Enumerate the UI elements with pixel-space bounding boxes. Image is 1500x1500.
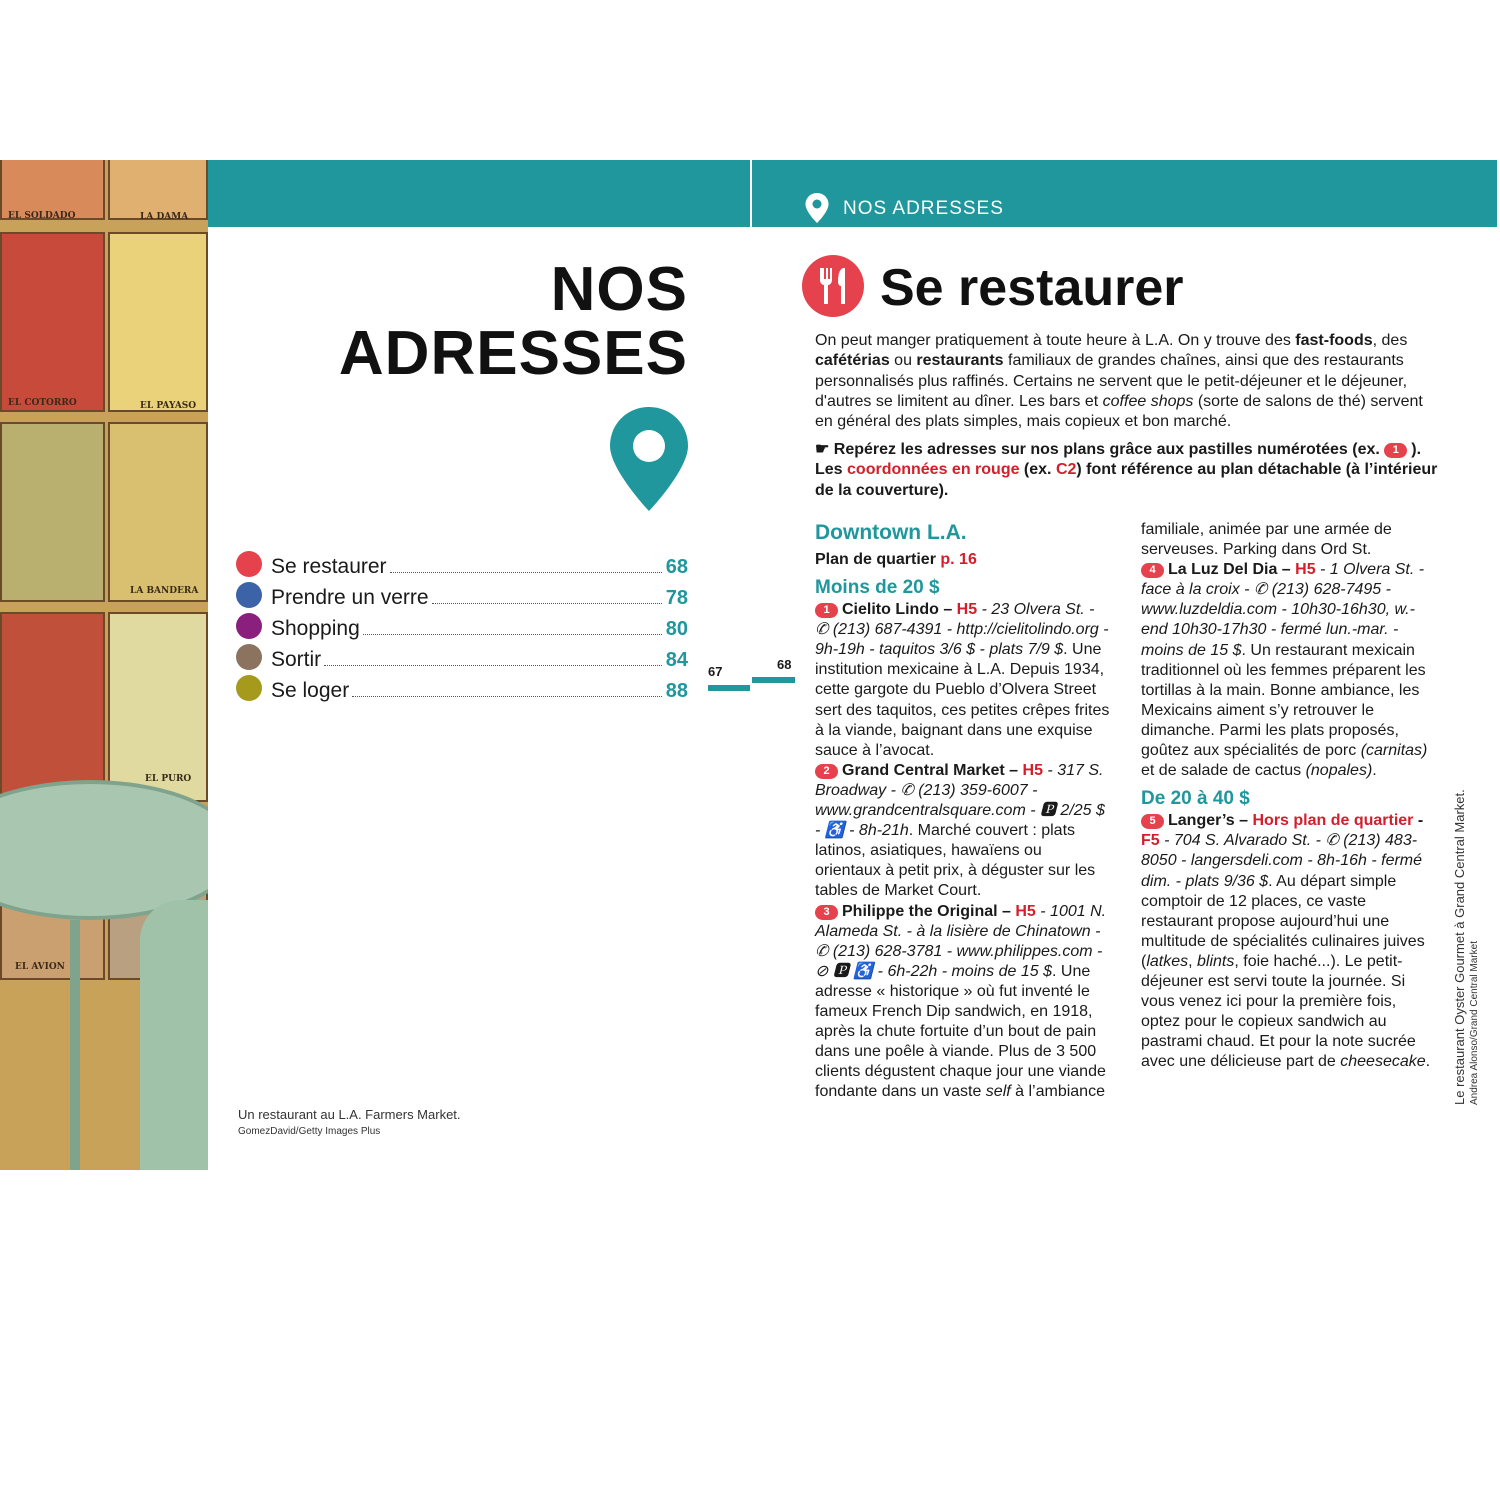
price-heading: De 20 à 40 $ [1141, 788, 1250, 810]
text-run: - 704 S. Alvarado St. - ✆ (213) 483-8050 - langersdeli.com - 8h-16h - fermé dim. - plats 9/36 $ [1141, 832, 1423, 890]
toc-label: Shopping [271, 617, 360, 640]
text-run: fast-foods [1295, 332, 1373, 349]
intro-paragraph [815, 331, 1440, 432]
photo-credit: GomezDavid/Getty Images Plus [238, 1126, 381, 1137]
toc-page-number: 80 [665, 618, 688, 640]
loteria-card-label: LA DAMA [140, 212, 189, 222]
page-title [338, 255, 688, 388]
text-run: La Luz Del Dia [1168, 561, 1278, 579]
text-run: – [997, 902, 1016, 920]
text-run: coordonnées en rouge [847, 461, 1020, 479]
section-title: Se restaurer [880, 259, 1184, 317]
number-pastille: 4 [1141, 563, 1164, 578]
header-band-right [752, 160, 1497, 227]
text-run: blints [1197, 952, 1235, 970]
loteria-card-label: LA BANDERA [130, 586, 199, 596]
text-run: – [1234, 812, 1253, 830]
map-note [815, 440, 1440, 501]
toc-item[interactable] [236, 610, 688, 641]
text-run: restaurants [916, 352, 1004, 370]
map-coordinate: F5 [1141, 832, 1160, 850]
toc-label: Se restaurer [271, 555, 387, 578]
text-run: . [1372, 762, 1377, 780]
table-of-contents [236, 548, 688, 703]
restaurant-entry [815, 761, 1111, 902]
drink-icon [236, 582, 262, 608]
text-run: . Une institution mexicaine à L.A. Depuis 1934, cette gargote du Pueblo d’Olvera Street sert des taquitos, ces petites crêpes frites à la viande, baignant dans une exquise sauce à l’avocat. [815, 641, 1110, 759]
text-run: – [1277, 561, 1296, 579]
page-marker-bar [752, 677, 795, 683]
text-run: (sorte de salons de thé) servent en général des plats simples, mais copieux et bon marché. [815, 392, 1423, 431]
text-run: Cielito Lindo [842, 601, 939, 619]
loteria-card-label: EL COTORRO [8, 398, 77, 408]
text-run: Philippe the Original [842, 902, 998, 920]
loteria-card-label: EL PAYASO [140, 401, 197, 411]
title-line: ADRESSES [338, 319, 688, 388]
toc-item[interactable] [236, 579, 688, 610]
loteria-card [108, 160, 208, 220]
plan-label: Plan de quartier [815, 551, 936, 568]
side-caption: Le restaurant Oyster Gourmet à Grand Central Market. [1452, 789, 1467, 1105]
loteria-card [0, 612, 105, 802]
text-run: coffee shops [1102, 392, 1194, 410]
text-run: . Une adresse « historique » où fut inventé le fameux French Dip sandwich, en 1918, après la chute fortuite d’un bout de pain dans une poêle à viande. Plus de 3 500 clients dégustent chaque jour une viande fondante dans un vaste [815, 962, 1106, 1101]
text-run: self [985, 1083, 1011, 1101]
number-pastille: 3 [815, 905, 838, 920]
toc-label: Se loger [271, 679, 350, 702]
toc-item[interactable] [236, 548, 688, 579]
bed-icon [236, 675, 262, 701]
map-coordinate: H5 [956, 601, 978, 619]
text-run: (ex. [1019, 461, 1056, 479]
page-marker-68: 68 [777, 657, 792, 672]
location-pin-icon [804, 192, 830, 224]
loteria-card [0, 232, 105, 412]
text-run: . Au départ simple comptoir de 12 places, ce vaste restaurant propose aujourd’hui une multitude de spécialités culinaires juives ( [1141, 872, 1425, 970]
going-out-icon [236, 644, 262, 670]
text-run: , [1188, 952, 1198, 970]
area-heading: Downtown L.A. [815, 521, 967, 544]
restaurant-listings [815, 520, 1437, 1112]
loteria-card [108, 422, 208, 602]
toc-page-number: 78 [665, 587, 688, 609]
plan-page-link[interactable]: p. 16 [940, 551, 977, 568]
text-run: – [1004, 761, 1023, 779]
text-run: Langer’s [1168, 812, 1235, 830]
text-run: à l’ambiance familiale, animée par une armée de serveuses. Parking dans Ord St. [1010, 521, 1392, 1101]
map-coordinate: Hors plan de quartier [1252, 812, 1414, 830]
loteria-card-label: EL PURO [145, 774, 192, 784]
price-heading: Moins de 20 $ [815, 577, 940, 599]
text-run: - 317 S. Broadway - ✆ (213) 359-6007 - www.grandcentralsquare.com - 🅿 2/25 $ - ♿ - 8h-21h [815, 761, 1105, 840]
text-run: - 1 Olvera St. - face à la croix - ✆ (213) 628-7495 - www.luzdeldia.com - 10h30-16h30, w.-end 10h30-17h30 - fermé lun.-mar. - moins de 15 $ [1141, 561, 1425, 659]
text-run: (carnitas) [1360, 742, 1428, 760]
text-run: latkes [1146, 952, 1189, 970]
loteria-card [0, 422, 105, 602]
map-coordinate: H5 [1022, 761, 1043, 779]
text-run: et de salade de cactus [1141, 762, 1306, 780]
text-run: ). Les [815, 441, 1422, 479]
plan-reference [815, 550, 1111, 570]
fork-knife-icon [802, 255, 864, 317]
section-header: NOS ADRESSES [843, 198, 1004, 219]
toc-leader-dots [432, 603, 662, 604]
toc-page-number: 68 [665, 556, 688, 578]
text-run: . Marché couvert : plats latinos, asiatiques, hawaïens ou orientaux à petit prix, à déguster sur les tables de Market Court. [815, 822, 1096, 900]
text-run: , des [1372, 332, 1408, 349]
toc-leader-dots [390, 572, 662, 573]
number-pastille: 1 [1384, 443, 1407, 458]
text-run: (nopales) [1305, 762, 1373, 780]
toc-page-number: 88 [665, 680, 688, 702]
number-pastille: 2 [815, 764, 838, 779]
header-band-left [208, 160, 750, 227]
restaurant-entry [1141, 560, 1437, 781]
text-run: cheesecake [1340, 1053, 1426, 1071]
table-top [0, 780, 208, 920]
number-pastille: 5 [1141, 814, 1164, 829]
text-run: Grand Central Market [842, 761, 1005, 779]
title-line: NOS [550, 255, 688, 324]
photo-caption: Un restaurant au L.A. Farmers Market. [238, 1107, 461, 1122]
text-run: . Un restaurant mexicain traditionnel où les femmes préparent les tortillas à la main. Bonne ambiance, les Mexicains aiment s’y retrouver le dimanche. Parmi les plats proposés, goûtez aux spécialités de porc [1141, 641, 1426, 760]
toc-item[interactable] [236, 641, 688, 672]
map-coordinate: H5 [1015, 902, 1036, 920]
loteria-card-label: EL SOLDADO [8, 211, 76, 221]
page-marker-67: 67 [708, 664, 723, 679]
location-pin-icon [608, 405, 690, 513]
toc-page-number: 84 [665, 649, 688, 671]
restaurant-entry [1141, 811, 1437, 1072]
shopping-bag-icon [236, 613, 262, 639]
table-leg [70, 920, 80, 1170]
text-run: On peut manger pratiquement à toute heure à L.A. On y trouve des [815, 332, 1296, 349]
toc-leader-dots [324, 665, 662, 666]
toc-item[interactable] [236, 672, 688, 703]
fork-knife-icon [236, 551, 262, 577]
toc-leader-dots [352, 696, 662, 697]
text-run: - 23 Olvera St. - ✆ (213) 687-4391 - http://cielitolindo.org - 9h-19h - taquitos 3/6 $ - plats 7/9 $ [815, 601, 1109, 659]
loteria-cards-photo [0, 160, 208, 1170]
text-run: ☛ Repérez les adresses sur nos plans grâce aux pastilles numérotées (ex. [815, 441, 1385, 458]
toc-label: Prendre un verre [271, 586, 429, 609]
text-run: – [938, 601, 957, 619]
side-credit: Andrea Alonso/Grand Central Market [1469, 941, 1480, 1105]
text-run: ou [889, 352, 917, 370]
loteria-card-label: EL AVION [15, 962, 65, 972]
text-run: - 1001 N. Alameda St. - à la lisière de Chinatown - ✆ (213) 628-3781 - www.philippes.com - ⊘ 🅿 ♿ - 6h-22h - moins de 15 $ [815, 902, 1107, 980]
loteria-card [108, 232, 208, 412]
text-run: C2 [1055, 461, 1077, 479]
map-coordinate: H5 [1295, 561, 1316, 579]
text-run: , foie haché...). Le petit-déjeuner est servi toute la journée. Si vous venez ici pour la première fois, optez pour le copieux sandwich au pastrami chaud. Et pour la note sucrée avec une délicieuse part de [1141, 952, 1416, 1071]
toc-leader-dots [363, 634, 662, 635]
text-run: familiaux de grandes chaînes, ainsi que des restaurants personnalisés plus raffinés. Certains ne servent que le petit-déjeuner et le déjeuner, d'autres se limitent au dîner. Les bars et [815, 352, 1408, 410]
page-marker-bar [708, 685, 750, 691]
number-pastille: 1 [815, 603, 838, 618]
text-run: cafétérias [815, 352, 890, 370]
text-run: - [1413, 812, 1424, 830]
text-run: . [1425, 1053, 1431, 1071]
side-photo-caption [1452, 789, 1480, 1105]
chair [140, 900, 208, 1170]
toc-label: Sortir [271, 648, 322, 671]
restaurant-entry [815, 600, 1111, 761]
text-run: ) font référence au plan détachable (à l’intérieur de la couverture). [815, 461, 1438, 499]
